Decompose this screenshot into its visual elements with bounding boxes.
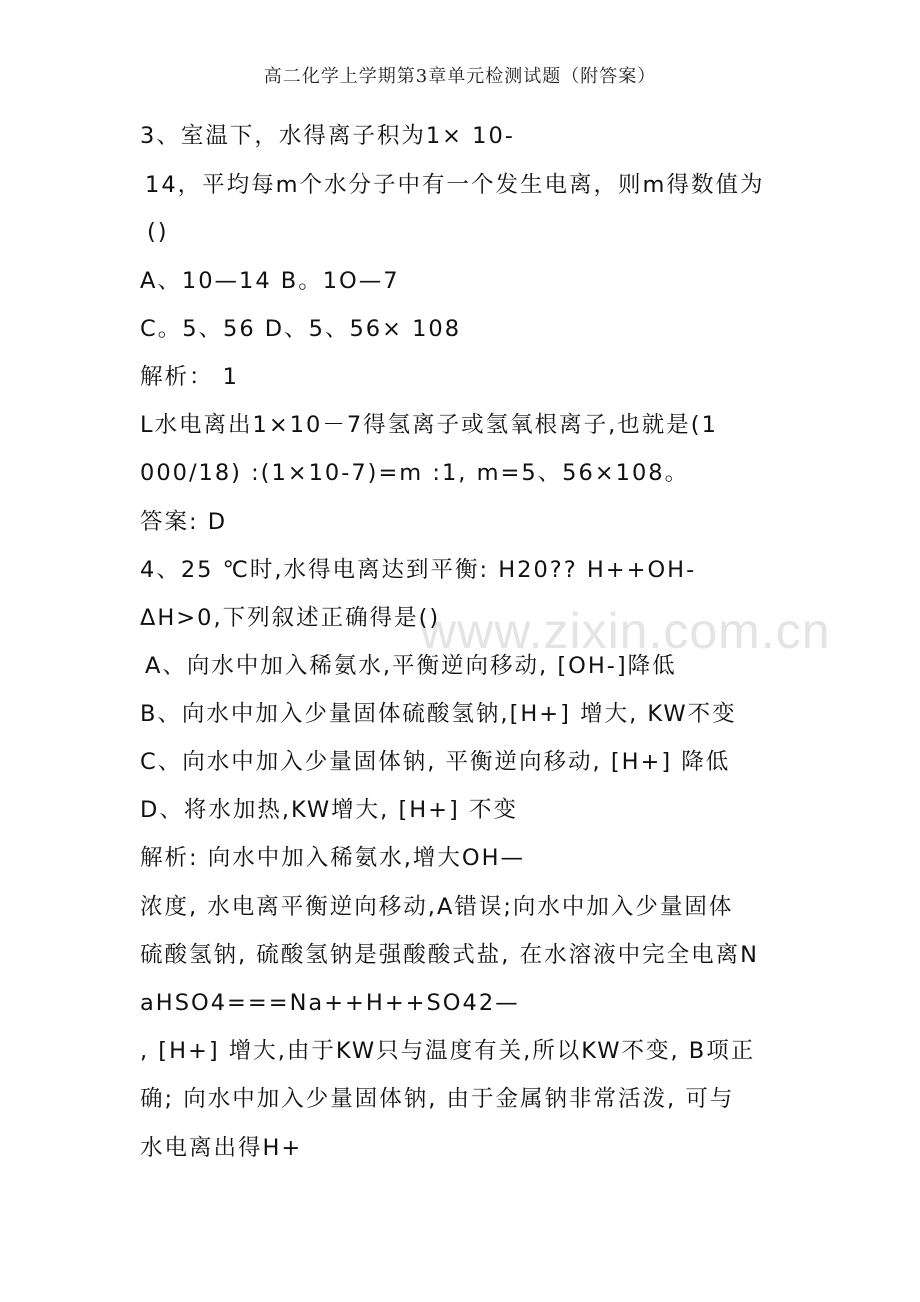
text-line: 000/18) :(1×10-7)=m :1, m=5、56×108。 — [140, 460, 690, 486]
text-line: 确; 向水中加入少量固体钠, 由于金属钠非常活泼, 可与 — [140, 1086, 735, 1112]
text-line: , [H+] 增大,由于KW只与温度有关,所以KW不变, B项正 — [140, 1038, 756, 1064]
watermark: www.zixin.com.cn — [420, 603, 831, 659]
text-line: () — [147, 219, 169, 245]
text-line: 答案: D — [140, 509, 228, 535]
text-line: B、向水中加入少量固体硫酸氢钠,[H+] 增大, KW不变 — [140, 701, 737, 727]
text-line: 3、室温下，水得离子积为1× 10- — [140, 123, 515, 149]
text-line: C。5、56 D、5、56× 108 — [140, 316, 462, 342]
text-line: aHSO4===Na++H++SO42— — [140, 990, 520, 1016]
text-line: L水电离出1×10－7得氢离子或氢氧根离子,也就是(1 — [140, 412, 718, 438]
text-line: D、将水加热,KW增大, [H+] 不变 — [140, 797, 518, 823]
text-line: 浓度, 水电离平衡逆向移动,A错误;向水中加入少量固体 — [140, 894, 734, 920]
text-line: 水电离出得H+ — [140, 1135, 303, 1161]
text-line: C、向水中加入少量固体钠, 平衡逆向移动, [H+] 降低 — [140, 749, 731, 775]
text-line: 4、25 ℃时,水得电离达到平衡: H20?? H++OH- — [140, 557, 697, 583]
text-line: 解析： 1 — [140, 364, 239, 390]
text-line: A、向水中加入稀氨水,平衡逆向移动, [OH-]降低 — [145, 653, 677, 679]
page-header-title: 高二化学上学期第3章单元检测试题（附答案） — [263, 66, 657, 87]
text-line: 14，平均每m个水分子中有一个发生电离，则m得数值为 — [145, 172, 765, 198]
text-line: A、10—14 B。1O—7 — [140, 268, 400, 294]
text-line: 硫酸氢钠, 硫酸氢钠是强酸酸式盐, 在水溶液中完全电离N — [140, 942, 759, 968]
text-line: ΔH>0,下列叙述正确得是() — [140, 605, 441, 631]
text-line: 解析: 向水中加入稀氨水,增大OH— — [140, 845, 526, 871]
